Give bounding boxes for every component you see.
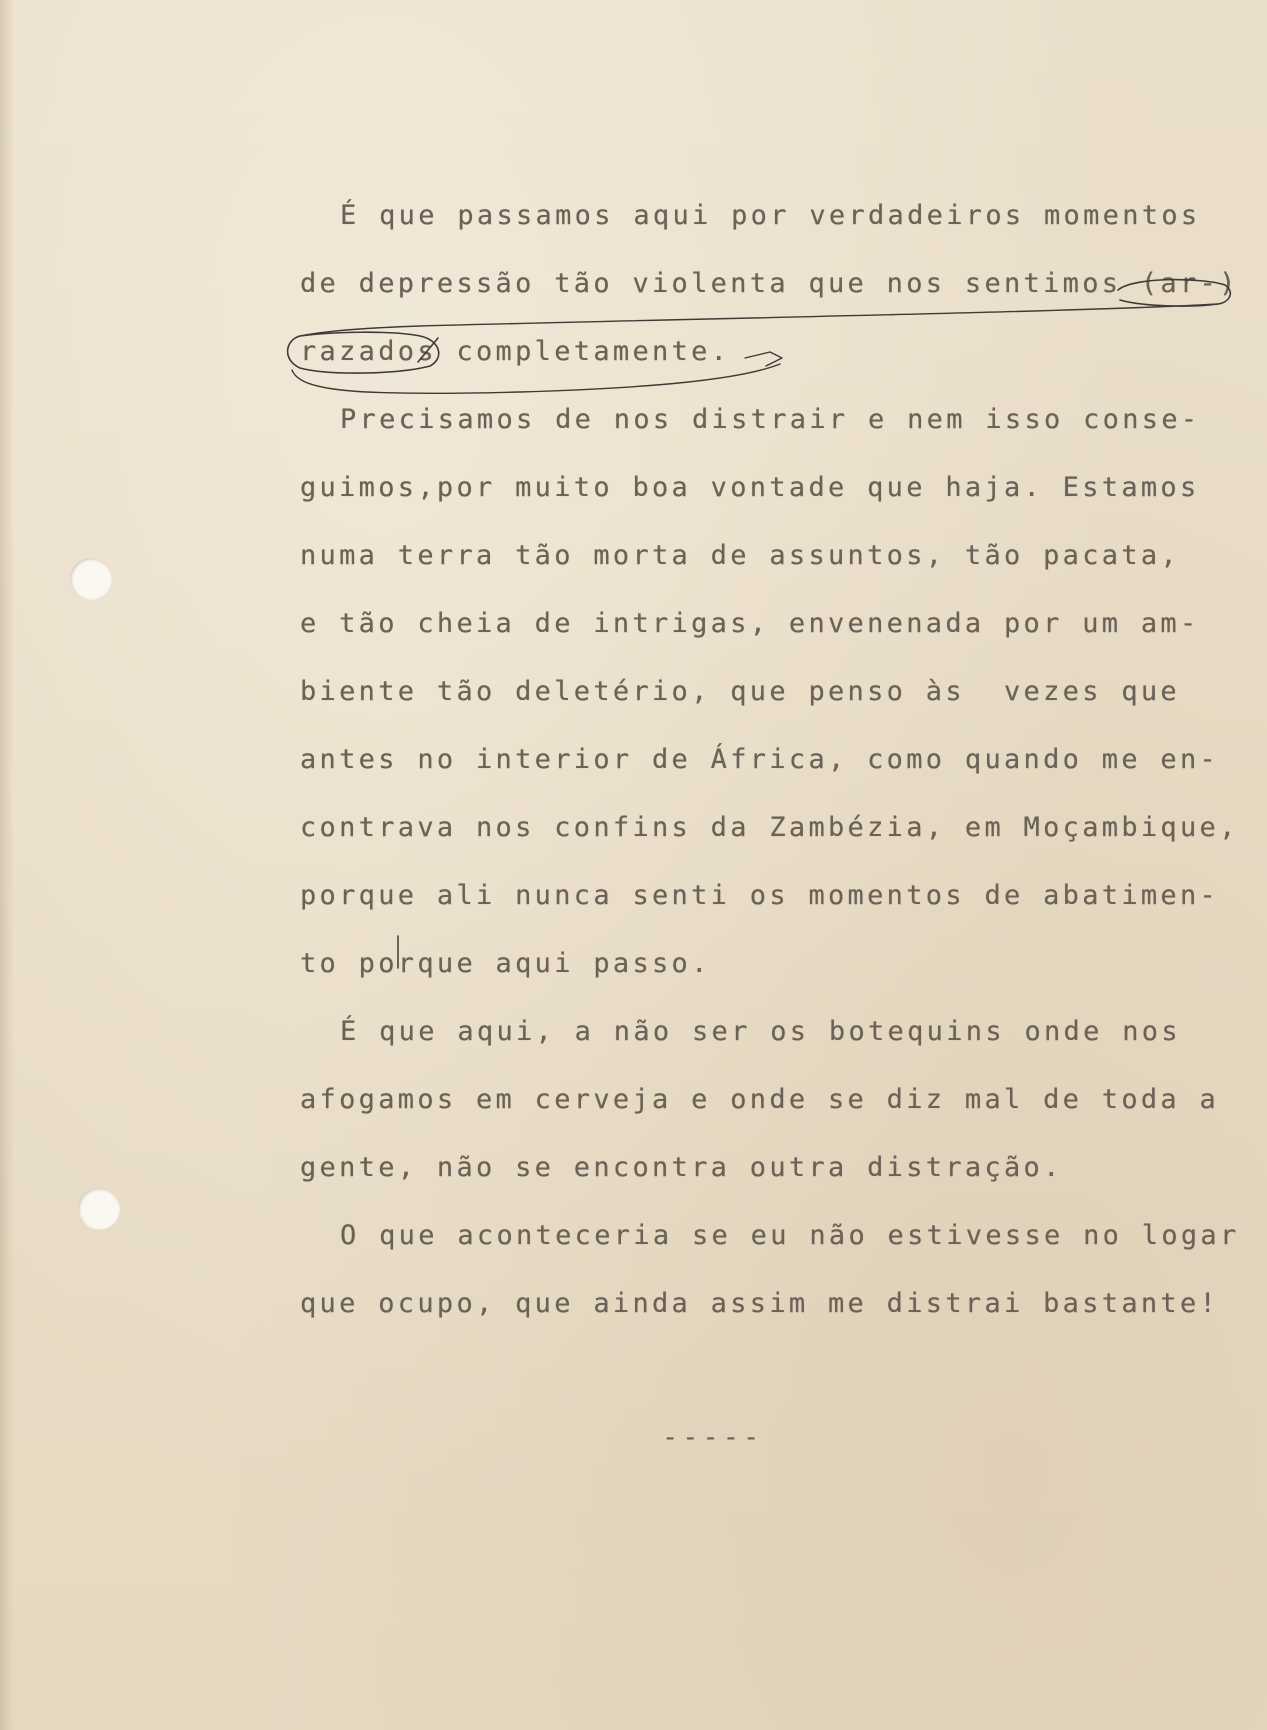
text-line-14 <box>0 1084 1267 1115</box>
text-line-content: antes no interior de África, como quando me en- <box>300 744 1220 775</box>
text-line-11 <box>0 880 1267 911</box>
text-line-10 <box>0 812 1267 843</box>
text-line-content: razados completamente. <box>300 336 731 367</box>
text-line-content: biente tão deletério, que penso às vezes que <box>300 676 1180 707</box>
text-line-content: e tão cheia de intrigas, envenenada por um am- <box>300 608 1200 639</box>
text-line-content: to porque aqui passo. <box>300 948 711 979</box>
text-line-content: gente, não se encontra outra distração. <box>300 1152 1063 1183</box>
text-line-13 <box>0 1016 1267 1047</box>
text-line-1 <box>0 200 1267 231</box>
text-line-12 <box>0 948 1267 979</box>
text-line-5 <box>0 472 1267 503</box>
text-line-8 <box>0 676 1267 707</box>
text-line-2 <box>0 268 1267 299</box>
text-line-content: contrava nos confins da Zambézia, em Moçambique, <box>300 812 1239 843</box>
text-line-6 <box>0 540 1267 571</box>
text-line-content: É que aqui, a não ser os botequins onde nos <box>340 1016 1181 1047</box>
text-line-content: É que passamos aqui por verdadeiros momentos <box>340 200 1201 231</box>
text-line-content: numa terra tão morta de assuntos, tão pacata, <box>300 540 1180 571</box>
text-line-content: de depressão tão violenta que nos sentimos (ar-) <box>300 268 1239 299</box>
text-line-7 <box>0 608 1267 639</box>
text-line-content: porque ali nunca senti os momentos de abatimen- <box>300 880 1220 911</box>
text-line-content: O que aconteceria se eu não estivesse no logar <box>340 1220 1240 1251</box>
paper-edge-shadow <box>0 0 14 1730</box>
text-line-3 <box>0 336 1267 367</box>
text-line-content: guimos,por muito boa vontade que haja. Estamos <box>300 472 1200 503</box>
text-line-15 <box>0 1152 1267 1183</box>
text-line-content: que ocupo, que ainda assim me distrai bastante! <box>300 1288 1220 1319</box>
text-line-9 <box>0 744 1267 775</box>
text-line-content: afogamos em cerveja e onde se diz mal de toda a <box>300 1084 1220 1115</box>
text-line-16 <box>0 1220 1267 1251</box>
text-line-4 <box>0 404 1267 435</box>
text-line-content: Precisamos de nos distrair e nem isso conse- <box>340 404 1201 435</box>
section-separator: ----- <box>662 1422 764 1453</box>
text-line-17 <box>0 1288 1267 1319</box>
